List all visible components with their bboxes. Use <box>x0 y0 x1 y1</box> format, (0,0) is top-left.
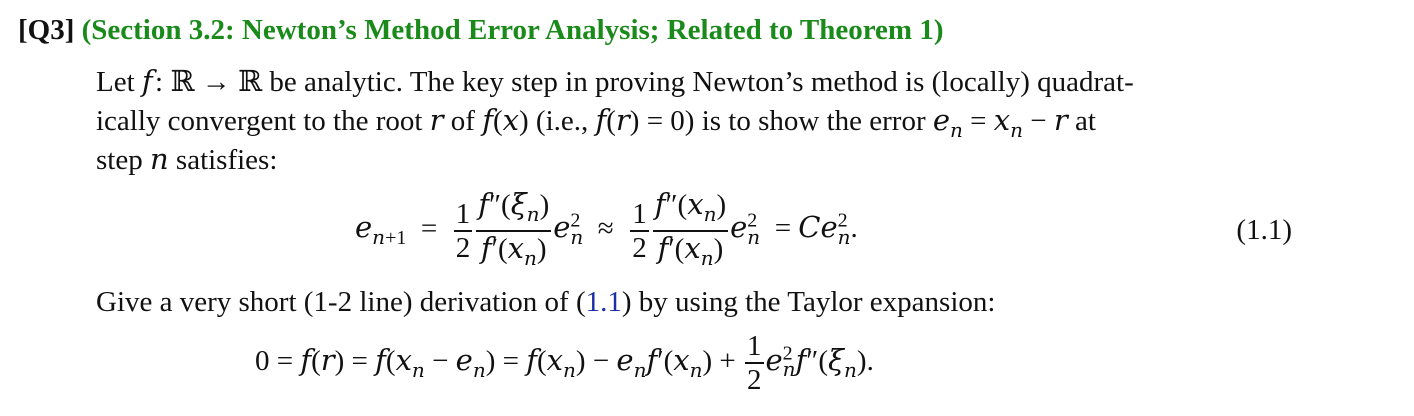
text-segment: ) by using the Taylor expansion: <box>621 286 996 318</box>
question-heading <box>18 10 943 50</box>
text-segment: at <box>1067 105 1096 137</box>
text-segment: ically convergent to the root <box>96 105 430 137</box>
paragraph-line-1 <box>96 62 1134 101</box>
equation-1-1: $e_{n+1}$ = $\frac{1}{2}$ $\frac{f''(\xi_n)}{f'(x_n)}$ $e^2_n$ ≈ $\frac{1}{2}$ $\frac{f''(x_n)}{f'(x_n)}$ $e^2_n = Ce^2_n$. <box>355 188 858 274</box>
math-error-def: $e_n = x_n - r$ <box>932 103 1068 142</box>
text-segment: be analytic. The key step in proving Newton’s method is (locally) quadrat- <box>262 66 1134 98</box>
text-segment: Let <box>96 66 142 98</box>
math-fr-zero: f(r) = 0 <box>595 103 685 137</box>
text-segment: satisfies: <box>168 144 278 176</box>
math-fx: f(x) <box>482 103 529 137</box>
paragraph-line-3 <box>96 140 277 179</box>
text-segment: step <box>96 144 150 176</box>
text-segment: ) is to show the error <box>684 105 933 137</box>
fraction-half: $\frac{1}{2}$ <box>747 330 762 396</box>
section-reference: (Section 3.2: Newton’s Method Error Analysis; Related to Theorem 1) <box>81 14 944 46</box>
taylor-expansion-equation: $0 = f(r) = f(x_n - e_n) = f(x_n) - e_nf'(x_n)$ + $\frac{1}{2}$ $e^2_nf''(\xi_n)$. <box>255 330 874 396</box>
text-segment: (i.e., <box>528 105 596 137</box>
fraction-half: $\frac{1}{2}$ <box>632 197 647 264</box>
text-segment: Give a very short (1-2 line) derivation of ( <box>96 286 586 318</box>
fraction-second-derivative-xi: $\frac{f''(\xi_n)}{f'(x_n)}$ <box>478 187 550 270</box>
math-n: n <box>149 142 169 176</box>
fraction-half: $\frac{1}{2}$ <box>455 197 471 264</box>
equation-link[interactable]: 1.1 <box>585 286 622 318</box>
paragraph-2 <box>96 283 995 321</box>
math-function-map: f : ℝ → ℝ <box>141 64 263 98</box>
text-segment: of <box>443 105 483 137</box>
equation-number: (1.1) <box>1236 214 1292 246</box>
fraction-second-derivative-x: $\frac{f''(x_n)}{f'(x_n)}$ <box>654 187 727 270</box>
question-tag: [Q3] <box>18 14 75 46</box>
math-r: r <box>429 103 444 137</box>
